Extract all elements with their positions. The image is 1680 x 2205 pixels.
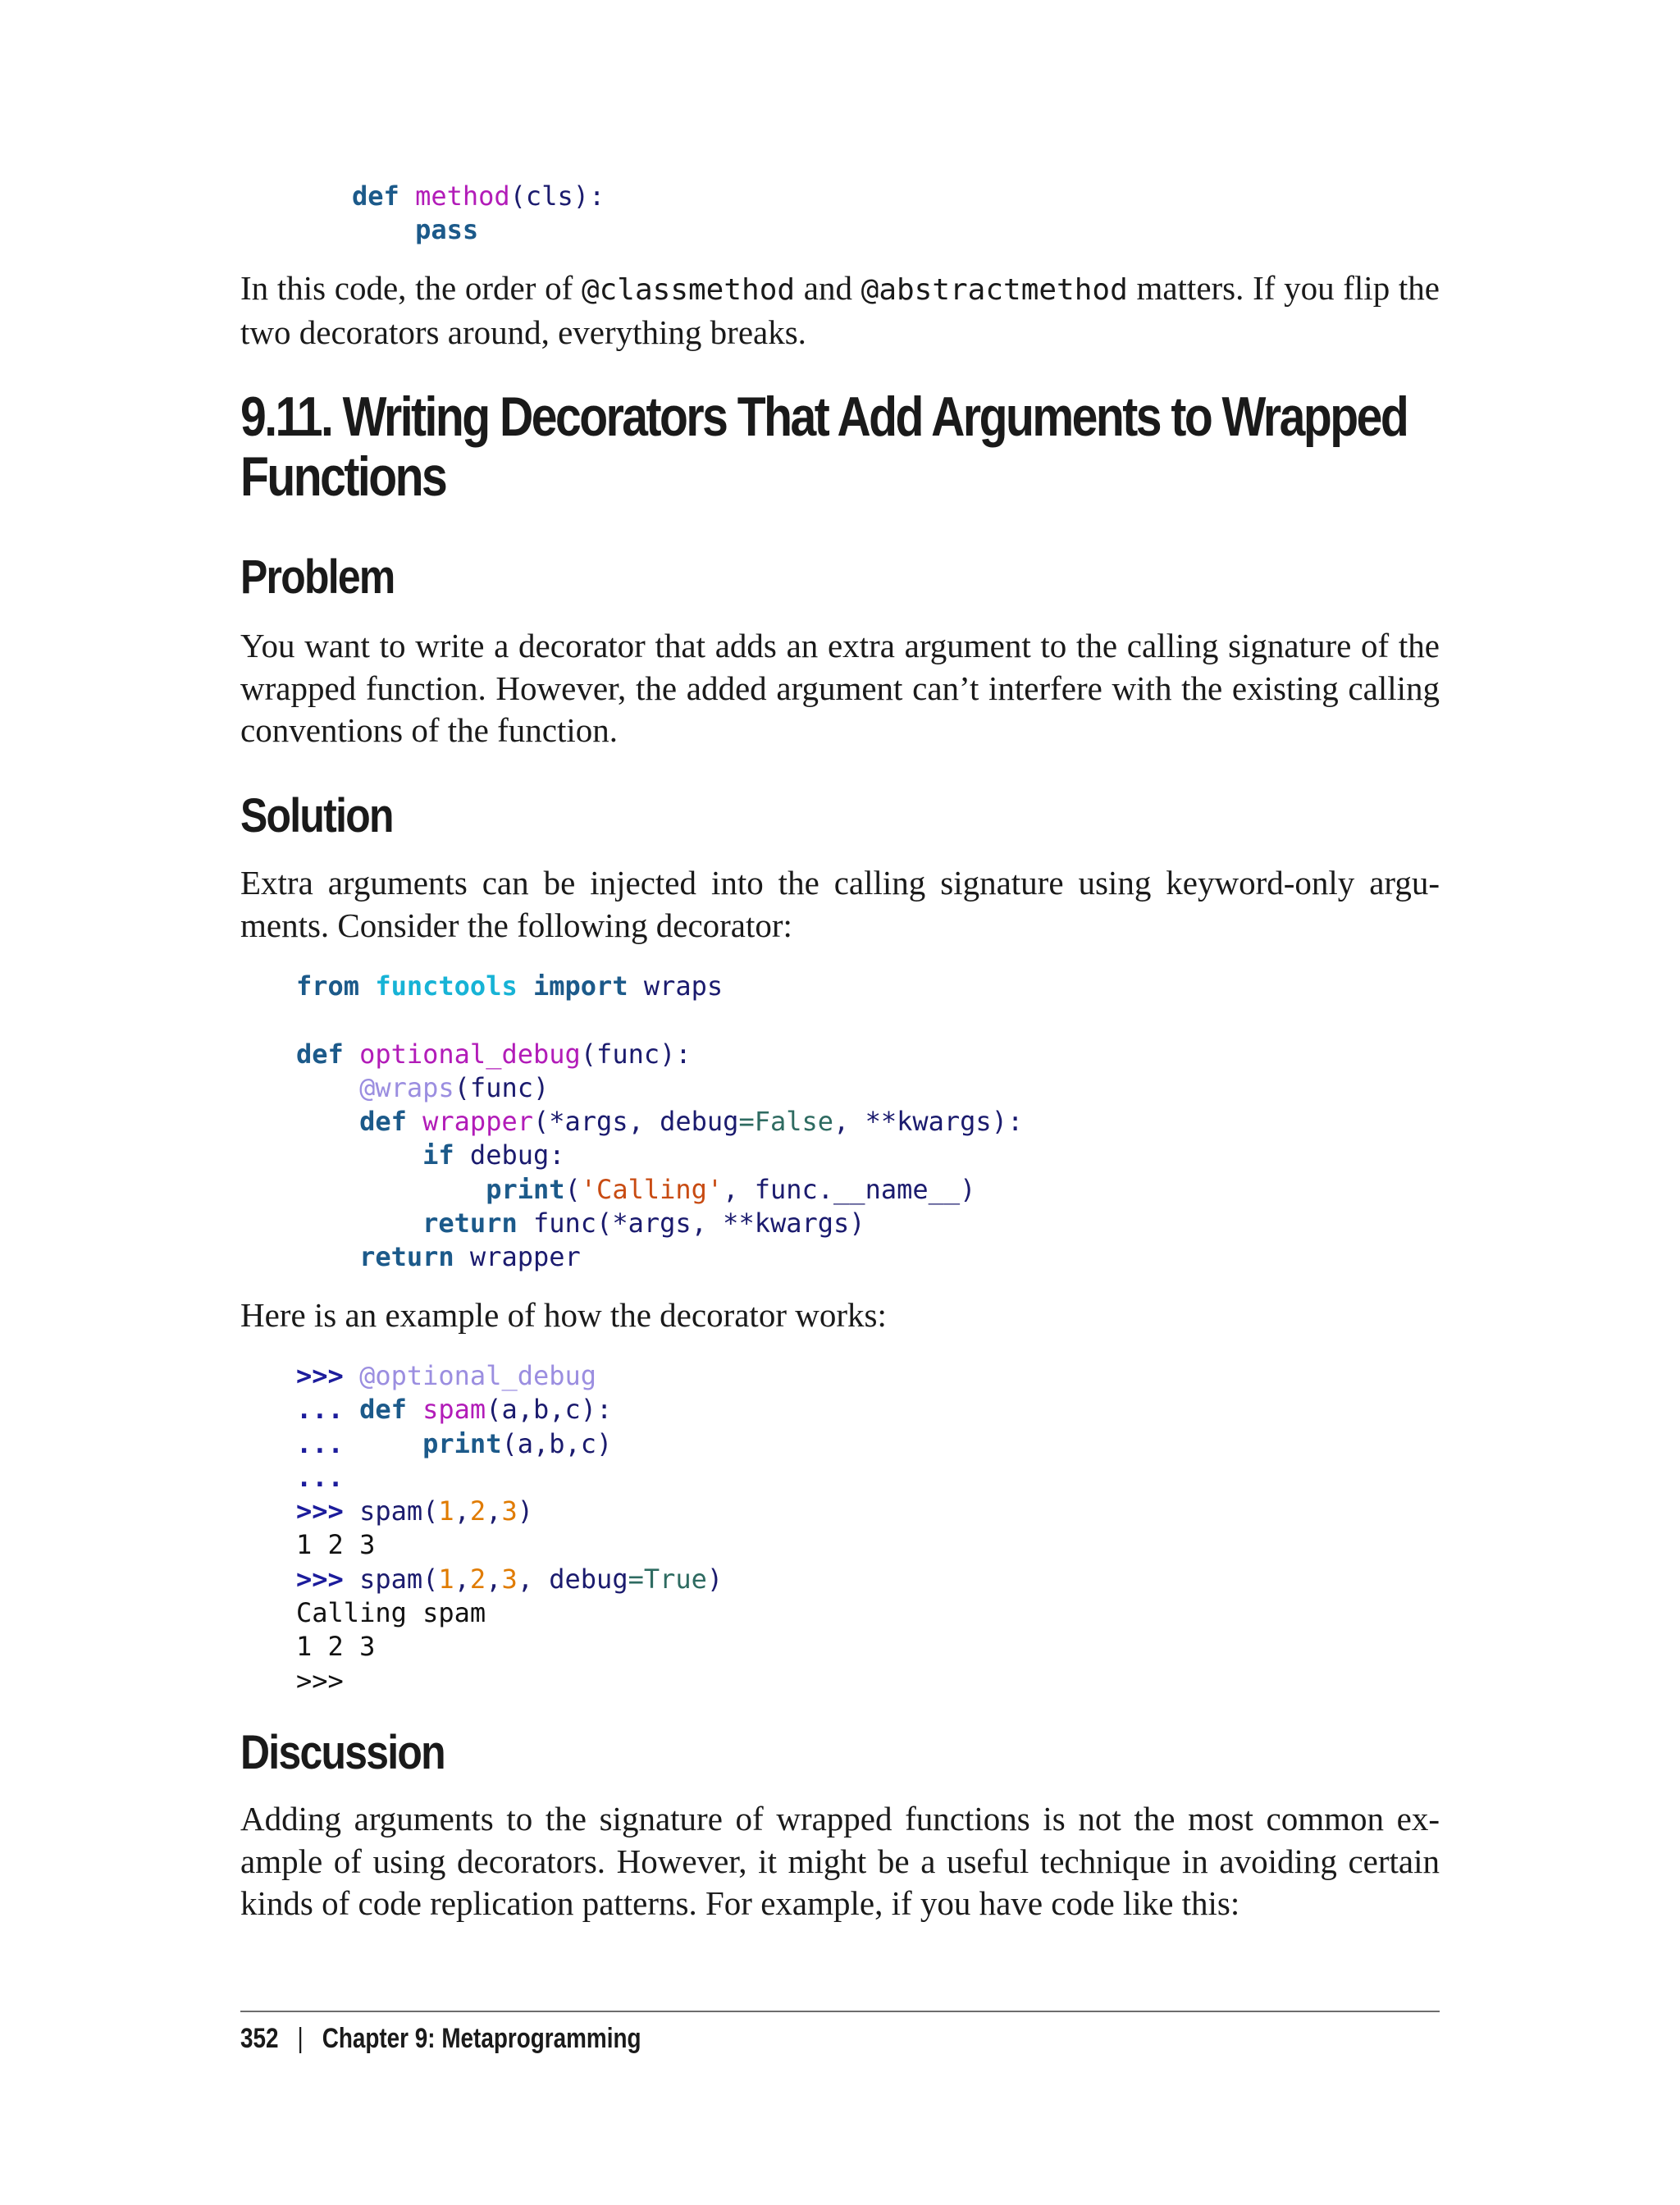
code-number: 1 <box>438 1495 454 1527</box>
code-text: , <box>454 1495 470 1527</box>
example-intro: Here is an example of how the decorator works: <box>240 1296 887 1334</box>
code-number: 3 <box>501 1563 518 1595</box>
repl-output: 1 2 3 <box>296 1529 376 1561</box>
repl-prompt: >>> <box>296 1664 344 1696</box>
repl-prompt: ... <box>296 1427 344 1459</box>
repl-prompt: ... <box>296 1461 344 1493</box>
code-function-name: wrapper <box>422 1106 533 1138</box>
code-function-name: optional_debug <box>359 1038 581 1070</box>
code-operator: = <box>628 1563 644 1595</box>
code-decorator: @wraps <box>359 1071 454 1103</box>
code-text: (*args, debug <box>532 1106 739 1138</box>
repl-prompt: >>> <box>296 1563 344 1595</box>
discussion-text: Adding arguments to the signature of wrapped functions is not the most common example of using decorators. However, it might be a useful technique in avoiding certain kinds of code replication patterns. For example, if you have code like this: <box>240 1800 1440 1922</box>
solution-text: Extra arguments can be injected into the calling signature using keyword-only arguments. Consider the following decorator: <box>240 864 1440 944</box>
code-keyword: def <box>359 1394 407 1426</box>
code-keyword: from <box>296 970 360 1002</box>
code-number: 1 <box>438 1563 454 1595</box>
code-keyword: print <box>422 1427 502 1459</box>
page-footer <box>240 2022 641 2055</box>
code-text: (a,b,c): <box>486 1394 613 1426</box>
code-text: , debug <box>517 1563 628 1595</box>
code-keyword: pass <box>415 214 479 246</box>
code-number: 2 <box>469 1495 486 1527</box>
text-run: matters. If you flip the two decorators around, everything breaks. <box>240 269 1440 351</box>
code-identifier: func <box>532 1208 597 1239</box>
code-module-name: functools <box>375 970 518 1002</box>
code-identifier: spam <box>359 1495 423 1527</box>
text-run: and <box>795 269 861 307</box>
code-string: 'Calling' <box>580 1173 724 1205</box>
code-text: ( <box>564 1173 581 1205</box>
code-text: , <box>454 1563 470 1595</box>
footer-rule <box>240 2011 1440 2012</box>
code-text: (func): <box>580 1038 692 1070</box>
problem-text: You want to write a decorator that adds an extra argument to the calling signature of the wrapped function. However, the added argument can’t interfere with the existing calling conventions of the function. <box>240 627 1440 749</box>
code-decorator: @optional_debug <box>359 1360 597 1391</box>
repl-prompt: >>> <box>296 1495 344 1527</box>
code-block-repl <box>296 1359 723 1698</box>
code-text: (a,b,c) <box>501 1427 613 1459</box>
code-text: , <box>486 1495 502 1527</box>
code-text: ) <box>706 1563 724 1595</box>
section-title: 9.11. Writing Decorators That Add Arguments to Wrapped Functions <box>240 386 1408 508</box>
code-text: (func) <box>454 1071 550 1103</box>
text-run: In this code, the order of <box>240 269 582 307</box>
code-keyword: return <box>359 1241 454 1273</box>
code-keyword: def <box>296 1038 344 1070</box>
code-operator: = <box>738 1106 755 1138</box>
code-function-name: method <box>415 180 510 212</box>
inline-code: @classmethod <box>581 273 796 307</box>
code-text: , **kwargs): <box>833 1106 1024 1138</box>
code-text: , func.__name__) <box>723 1173 976 1205</box>
code-text: , <box>486 1563 502 1595</box>
code-block-top <box>352 180 605 248</box>
code-keyword: print <box>486 1173 565 1205</box>
code-keyword: import <box>532 970 628 1002</box>
code-builtin: True <box>643 1563 707 1595</box>
chapter-title: Chapter 9: Metaprogramming <box>322 2023 641 2054</box>
code-block-decorator <box>296 970 1023 1275</box>
solution-heading: Solution <box>240 789 393 842</box>
paragraph-decorator-order <box>240 267 1440 354</box>
code-identifier: wrapper <box>469 1241 581 1273</box>
repl-prompt: >>> <box>296 1360 344 1391</box>
code-identifier: spam <box>359 1563 423 1595</box>
code-function-name: spam <box>422 1394 486 1426</box>
code-number: 3 <box>501 1495 518 1527</box>
inline-code: @abstractmethod <box>861 273 1128 307</box>
code-text: ( <box>422 1563 439 1595</box>
code-builtin: False <box>754 1106 834 1138</box>
code-keyword: def <box>359 1106 407 1138</box>
code-number: 2 <box>469 1563 486 1595</box>
code-keyword: if <box>422 1139 454 1171</box>
code-text: (*args, **kwargs) <box>596 1208 865 1239</box>
code-keyword: return <box>422 1208 518 1239</box>
repl-output: 1 2 3 <box>296 1631 376 1663</box>
code-text: (cls): <box>509 180 605 212</box>
code-text: debug: <box>469 1139 565 1171</box>
code-keyword: def <box>352 180 399 212</box>
code-identifier: wraps <box>643 970 724 1002</box>
repl-prompt: ... <box>296 1394 344 1426</box>
repl-output: Calling spam <box>296 1597 486 1629</box>
code-text: ( <box>422 1495 439 1527</box>
discussion-heading: Discussion <box>240 1726 445 1779</box>
problem-heading: Problem <box>240 550 395 604</box>
code-text: ) <box>517 1495 533 1527</box>
footer-separator: | <box>297 2023 304 2054</box>
page-number: 352 <box>240 2023 279 2054</box>
